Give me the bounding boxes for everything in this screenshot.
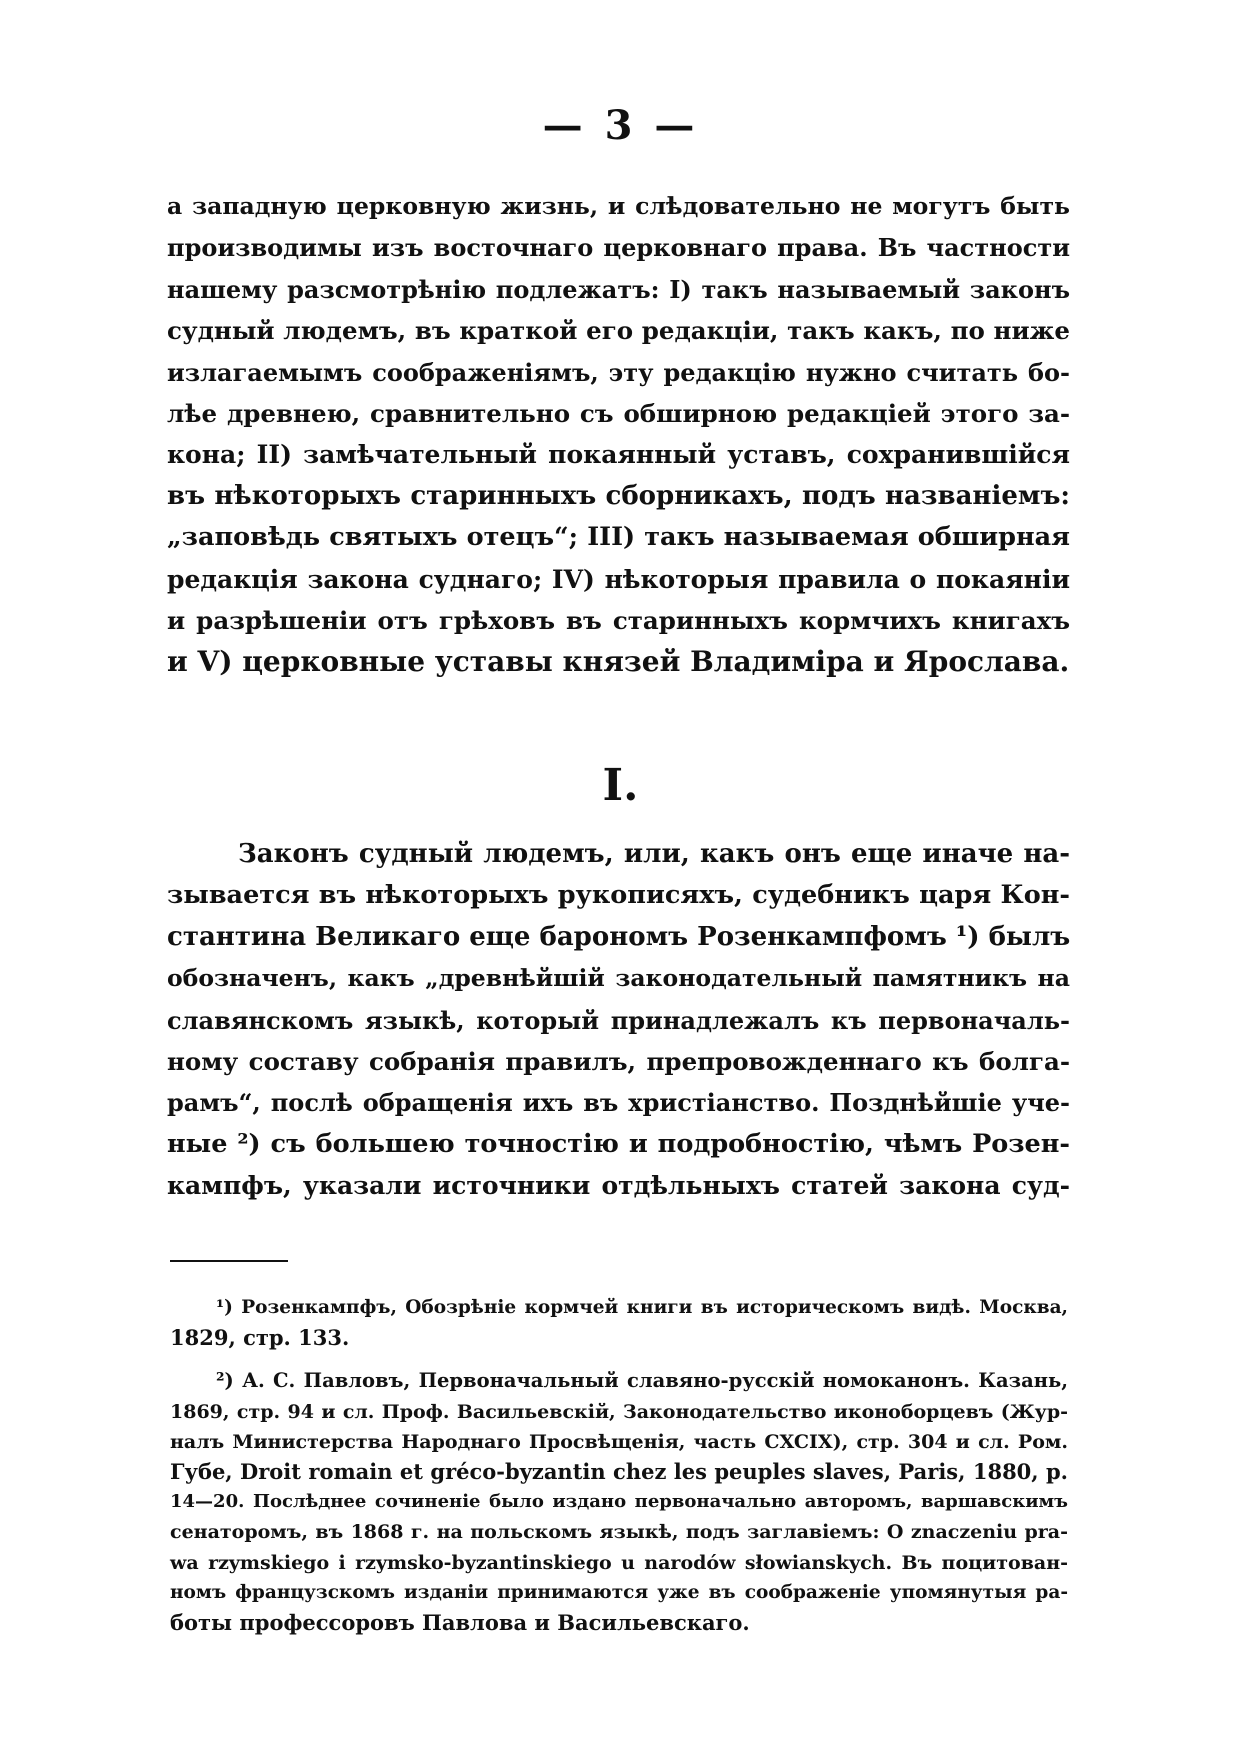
text-line: и V) церковные уставы князей Владиміра и Ярослава.: [167, 645, 1070, 679]
footnotes: [170, 1293, 1068, 1638]
footnote-line: wa rzymskiego i rzymsko-byzantinskiego u narodów słowianskych. Въ поцитован-: [170, 1551, 1068, 1574]
text-line: въ нѣкоторыхъ старинныхъ сборникахъ, подъ названіемъ:: [167, 480, 1070, 511]
page-number: — 3 —: [542, 102, 699, 149]
text-line: рамъ“, послѣ обращенія ихъ въ христіанство. Позднѣйшіе уче-: [167, 1088, 1070, 1118]
text-line: стантина Великаго еще барономъ Розенкампфомъ ¹) былъ: [167, 921, 1071, 952]
text-line: славянскомъ языкѣ, который принадлежалъ къ первоначаль-: [167, 1005, 1070, 1035]
text-line: судный людемъ, въ краткой его редакціи, такъ какъ, по ниже: [167, 316, 1070, 346]
section-paragraph: [167, 834, 1070, 1207]
text-line: нашему разсмотрѣнію подлежатъ: I) такъ называемый законъ: [167, 274, 1070, 304]
footnote-line: ¹) Розенкампфъ, Обозрѣніе кормчей книги въ историческомъ видѣ. Москва,: [216, 1297, 1068, 1318]
footnote-line: 14—20. Послѣднее сочиненіе было издано первоначально авторомъ, варшавскимъ: [170, 1491, 1068, 1513]
text-line: кампфъ, указали источники отдѣльныхъ статей закона суд-: [167, 1171, 1070, 1201]
text-line: „заповѣдь святыхъ отецъ“; III) такъ называемая обширная: [167, 522, 1070, 553]
footnote-line: боты профессоровъ Павлова и Васильевскаго.: [170, 1609, 750, 1635]
footnote-line: номъ французскомъ изданіи принимаются уже въ соображеніе упомянутыя ра-: [170, 1581, 1068, 1603]
text-line: и разрѣшеніи отъ грѣховъ въ старинныхъ кормчихъ книгахъ: [167, 605, 1070, 635]
footnote-2: [170, 1366, 1068, 1638]
footnote-divider: [170, 1260, 288, 1262]
footnote-line: налъ Министерства Народнаго Просвѣщенія, часть CXCIX), стр. 304 и сл. Ром.: [170, 1430, 1068, 1453]
footnote-line: ²) А. С. Павловъ, Первоначальный славяно-русскій номоканонъ. Казань,: [216, 1369, 1068, 1393]
footnote-line: сенаторомъ, въ 1868 г. на польскомъ языкѣ, подъ заглавіемъ: O znaczeniu pra-: [170, 1521, 1068, 1544]
text-line: обозначенъ, какъ „древнѣйшій законодательный памятникъ на: [167, 964, 1070, 993]
text-line: кона; II) замѣчательный покаянный уставъ, сохранившійся: [167, 440, 1070, 470]
text-line: ному составу собранія правилъ, препровожденнаго къ болга-: [167, 1046, 1070, 1076]
intro-paragraph: [167, 186, 1070, 683]
text-line: Законъ судный людемъ, или, какъ онъ еще иначе на-: [238, 839, 1070, 869]
section-heading: I.: [602, 760, 639, 811]
text-line: ные ²) съ большею точностію и подробностію, чѣмъ Розен-: [167, 1128, 1070, 1159]
text-line: редакція закона суднаго; IV) нѣкоторыя правила о покаяніи: [167, 564, 1070, 594]
footnote-line: 1829, стр. 133.: [170, 1325, 350, 1351]
footnote-1: [170, 1293, 1068, 1353]
text-line: зывается въ нѣкоторыхъ рукописяхъ, судебникъ царя Кон-: [167, 880, 1070, 911]
footnote-line: Губе, Droit romain et gréco-byzantin chez les peuples slaves, Paris, 1880, p.: [170, 1458, 1068, 1484]
text-line: производимы изъ восточнаго церковнаго права. Въ частности: [167, 233, 1070, 263]
text-line: излагаемымъ соображеніямъ, эту редакцію нужно считать бо-: [167, 357, 1070, 387]
footnote-line: 1869, стр. 94 и сл. Проф. Васильевскій, Законодательство иконоборцевъ (Жур-: [170, 1400, 1068, 1423]
text-line: а западную церковную жизнь, и слѣдовательно не могутъ быть: [167, 192, 1070, 220]
text-line: лѣе древнею, сравнительно съ обширною редакціей этого за-: [167, 398, 1070, 428]
